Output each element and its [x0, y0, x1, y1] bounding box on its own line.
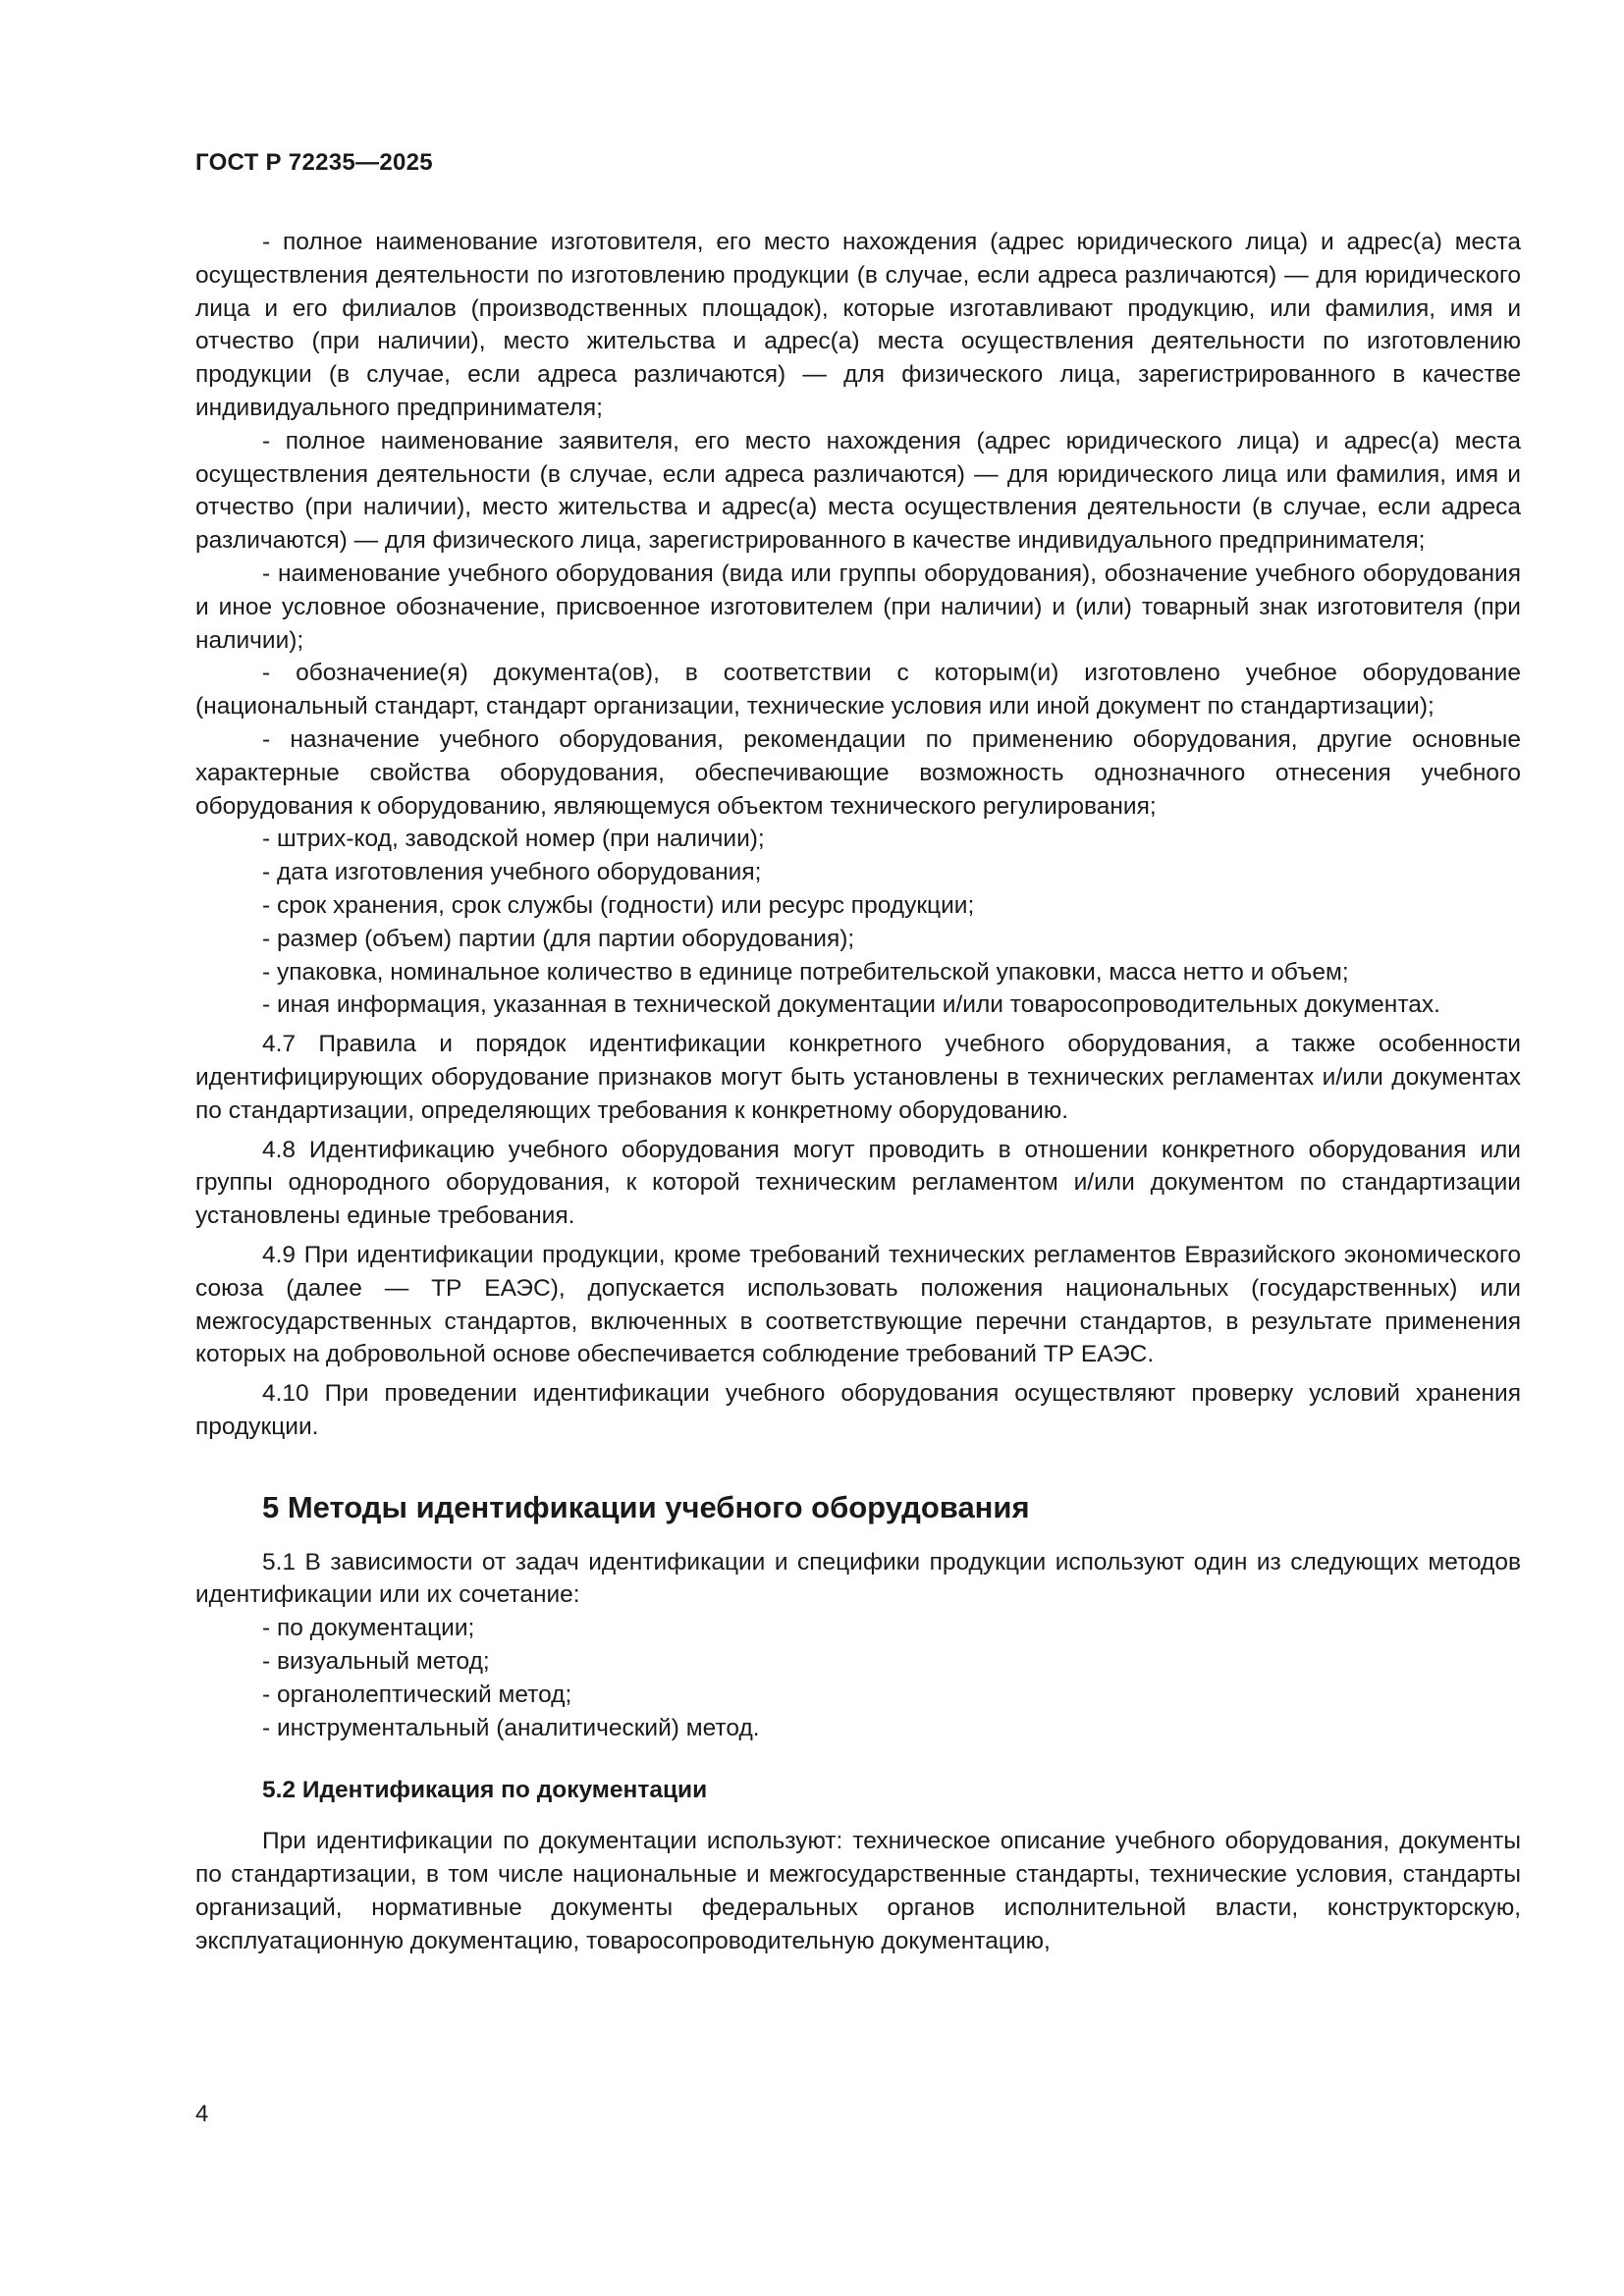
paragraph-4-10: 4.10 При проведении идентификации учебного оборудования осуществляют проверку условий хранения продукции.	[195, 1380, 1521, 1440]
paragraph-4-8: 4.8 Идентификацию учебного оборудования могут проводить в отношении конкретного оборудования или группы однородного оборудования, к которой техническим регламентом и/или документом по стандартизации установлены единые требования.	[195, 1136, 1521, 1230]
paragraph-5-2: При идентификации по документации используют: техническое описание учебного оборудования, документы по стандартизации, в том числе национальные и межгосударственные стандарты, технические условия, стандарты организаций, нормативные документы федеральных органов исполнительной власти, конструкторскую, эксплуатационную документацию, товаросопроводительную документацию,	[195, 1828, 1521, 1954]
list-item: - иная информация, указанная в технической документации и/или товаросопроводительных документах.	[262, 991, 1440, 1019]
list-item: - по документации;	[262, 1615, 475, 1642]
list-item: - наименование учебного оборудования (вида или группы оборудования), обозначение учебного оборудования и иное условное обозначение, присвоенное изготовителем (при наличии) и (или) товарный знак изготовителя (при наличии);	[195, 560, 1521, 654]
section-5-heading: 5 Методы идентификации учебного оборудования	[262, 1489, 1030, 1524]
standard-header: ГОСТ Р 72235—2025	[195, 149, 433, 176]
list-item: - размер (объем) партии (для партии оборудования);	[262, 925, 855, 952]
paragraph-4-9: 4.9 При идентификации продукции, кроме требований технических регламентов Евразийского экономического союза (далее — ТР ЕАЭС), допускается использовать положения национальных (государственных) или межгосударственных стандартов, включенных в соответствующие перечни стандартов, в результате применения которых на добровольной основе обеспечивается соблюдение требований ТР ЕАЭС.	[195, 1241, 1521, 1368]
list-item: - срок хранения, срок службы (годности) или ресурс продукции;	[262, 891, 975, 919]
paragraph-4-7: 4.7 Правила и порядок идентификации конкретного учебного оборудования, а также особенности идентифицирующих оборудование признаков могут быть установлены в технических регламентах и/или документах по стандартизации, определяющих требования к конкретному оборудованию.	[195, 1031, 1521, 1124]
paragraph-5-1: 5.1 В зависимости от задач идентификации и специфики продукции используют один из следующих методов идентификации или их сочетание:	[195, 1548, 1521, 1609]
subsection-5-2-heading: 5.2 Идентификация по документации	[262, 1777, 708, 1804]
list-item: - дата изготовления учебного оборудования;	[262, 859, 762, 886]
list-item: - визуальный метод;	[262, 1648, 490, 1676]
list-item: - полное наименование изготовителя, его место нахождения (адрес юридического лица) и адрес(а) места осуществления деятельности по изготовлению продукции (в случае, если адреса различаются) — для юридического лица и его филиалов (производственных площадок), которые изготавливают продукцию, или фамилия, имя и отчество (при наличии), место жительства и адрес(а) места осуществления деятельности по изготовлению продукции (в случае, если адреса различаются) — для физического лица, зарегистрированного в качестве индивидуального предпринимателя;	[195, 229, 1521, 421]
list-item: - упаковка, номинальное количество в единице потребительской упаковки, масса нетто и объем;	[262, 958, 1349, 986]
list-item: - назначение учебного оборудования, рекомендации по применению оборудования, другие основные характерные свойства оборудования, обеспечивающие возможность однозначного отнесения учебного оборудования к оборудованию, являющемуся объектом технического регулирования;	[195, 725, 1521, 820]
list-item: - полное наименование заявителя, его место нахождения (адрес юридического лица) и адрес(а) места осуществления деятельности (в случае, если адреса различаются) — для юридического лица или фамилия, имя и отчество (при наличии), место жительства и адрес(а) места осуществления деятельности (в случае, если адреса различаются) — для физического лица, зарегистрированного в качестве индивидуального предпринимателя;	[195, 427, 1521, 555]
methods-list	[195, 1612, 1521, 1744]
page-number: 4	[195, 2101, 209, 2127]
requirements-list	[195, 226, 1521, 1022]
list-item: - обозначение(я) документа(ов), в соответствии с которым(и) изготовлено учебное оборудование (национальный стандарт, стандарт организации, технические условия или иной документ по стандартизации);	[195, 660, 1521, 721]
list-item: - штрих-код, заводской номер (при наличии);	[262, 826, 765, 853]
list-item: - органолептический метод;	[262, 1681, 572, 1708]
list-item: - инструментальный (аналитический) метод.	[262, 1714, 760, 1741]
page-content	[195, 226, 1521, 1958]
